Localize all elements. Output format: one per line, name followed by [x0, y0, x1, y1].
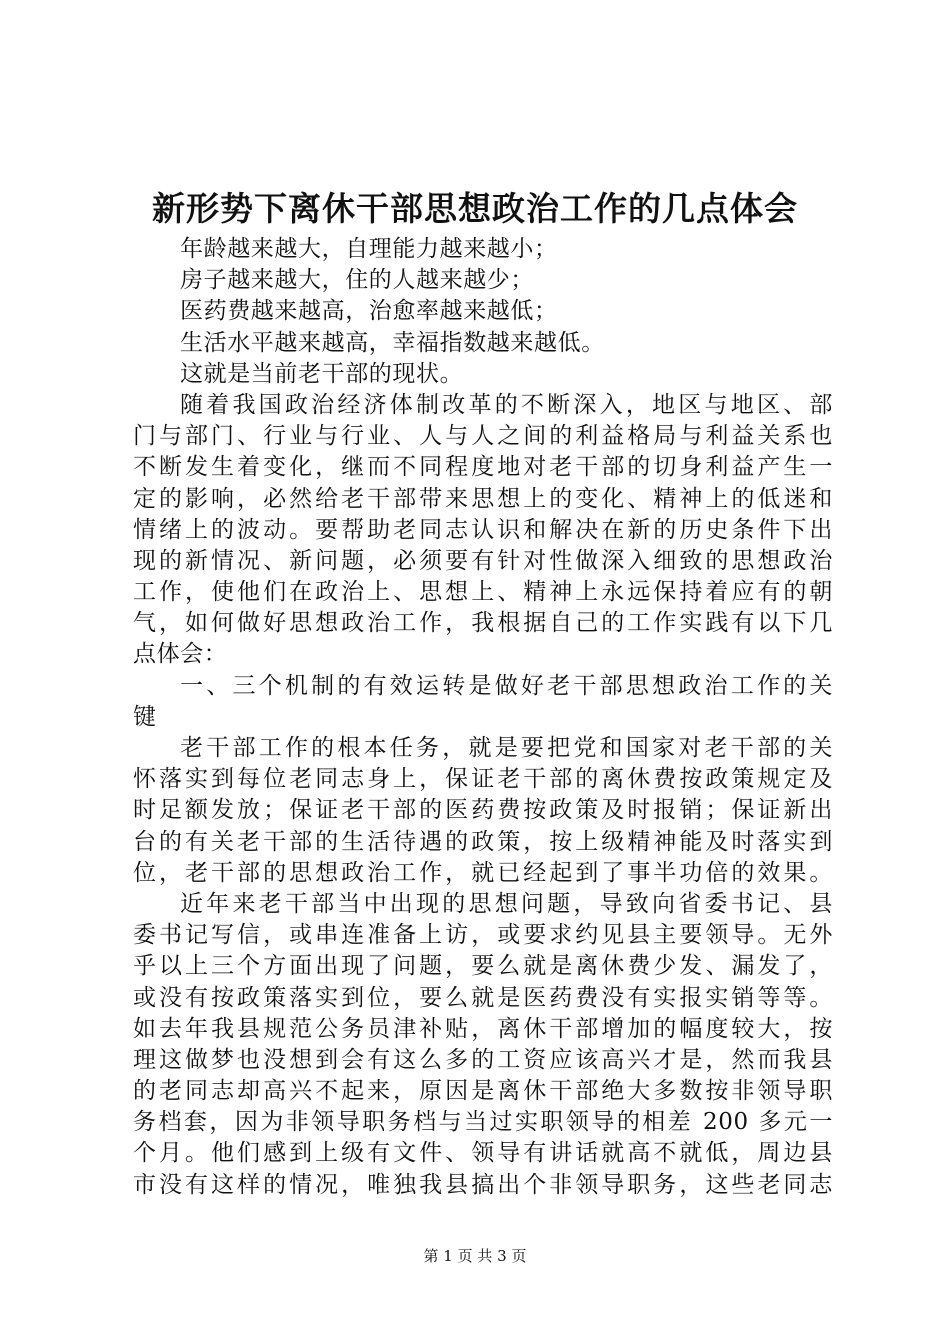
paragraph-line: 随着我国政治经济体制改革的不断深入，地区与地区、部 [180, 391, 833, 418]
paragraph-line: 这就是当前老干部的现状。 [180, 360, 464, 387]
paragraph-line: 年龄越来越大，自理能力越来越小； [180, 236, 558, 262]
paragraph-line: 现的新情况、新问题，必须要有针对性做深入细致的思想政治 [133, 547, 833, 574]
paragraph-line: 点体会： [133, 641, 228, 668]
paragraph-line: 时足额发放；保证老干部的医药费按政策及时报销；保证新出 [133, 797, 833, 824]
paragraph-line: 委书记写信，或串连准备上访，或要求约见县主要领导。无外 [133, 922, 833, 949]
paragraph-line: 的老同志却高兴不起来，原因是离休干部绝大多数按非领导职 [133, 1078, 833, 1105]
paragraph-line: 门与部门、行业与行业、人与人之间的利益格局与利益关系也 [133, 423, 833, 450]
paragraph-line: 市没有这样的情况，唯独我县搞出个非领导职务，这些老同志 [133, 1171, 833, 1198]
paragraph-line: 生活水平越来越高，幸福指数越来越低。 [180, 329, 605, 356]
paragraph-line: 务档套，因为非领导职务档与当过实职领导的相差 200 多元一 [133, 1109, 833, 1136]
document-title: 新形势下离休干部思想政治工作的几点体会 [152, 189, 798, 228]
paragraph-line: 一、三个机制的有效运转是做好老干部思想政治工作的关 [180, 672, 833, 699]
paragraph-line: 房子越来越大，住的人越来越少； [180, 267, 534, 294]
paragraph-line: 位，老干部的思想政治工作，就已经起到了事半功倍的效果。 [133, 859, 833, 886]
paragraph-line: 近年来老干部当中出现的思想问题，导致向省委书记、县 [180, 890, 833, 917]
paragraph-line: 老干部工作的根本任务，就是要把党和国家对老干部的关 [180, 735, 833, 761]
paragraph-line: 不断发生着变化，继而不同程度地对老干部的切身利益产生一 [133, 454, 833, 481]
paragraph-line: 气，如何做好思想政治工作，我根据自己的工作实践有以下几 [133, 610, 833, 637]
paragraph-line: 台的有关老干部的生活待遇的政策，按上级精神能及时落实到 [133, 828, 833, 855]
document-body [133, 234, 833, 1201]
paragraph-line: 键 [133, 703, 157, 730]
paragraph-line: 如去年我县规范公务员津补贴，离休干部增加的幅度较大，按 [133, 1015, 833, 1042]
paragraph-line: 怀落实到每位老同志身上，保证老干部的离休费按政策规定及 [133, 766, 833, 793]
paragraph-line: 医药费越来越高，治愈率越来越低； [180, 298, 558, 325]
paragraph-line: 理这做梦也没想到会有这么多的工资应该高兴才是，然而我县 [133, 1046, 833, 1073]
paragraph-line: 定的影响，必然给老干部带来思想上的变化、精神上的低迷和 [133, 485, 833, 512]
paragraph-line: 情绪上的波动。要帮助老同志认识和解决在新的历史条件下出 [133, 516, 833, 543]
paragraph-line: 个月。他们感到上级有文件、领导有讲话就高不就低，周边县 [133, 1140, 833, 1167]
page-footer: 第 1 页 共 3 页 [423, 1247, 527, 1265]
paragraph-line: 乎以上三个方面出现了问题，要么就是离休费少发、漏发了， [133, 953, 833, 980]
paragraph-line: 工作，使他们在政治上、思想上、精神上永远保持着应有的朝 [133, 579, 833, 606]
paragraph-line: 或没有按政策落实到位，要么就是医药费没有实报实销等等。 [133, 984, 833, 1011]
